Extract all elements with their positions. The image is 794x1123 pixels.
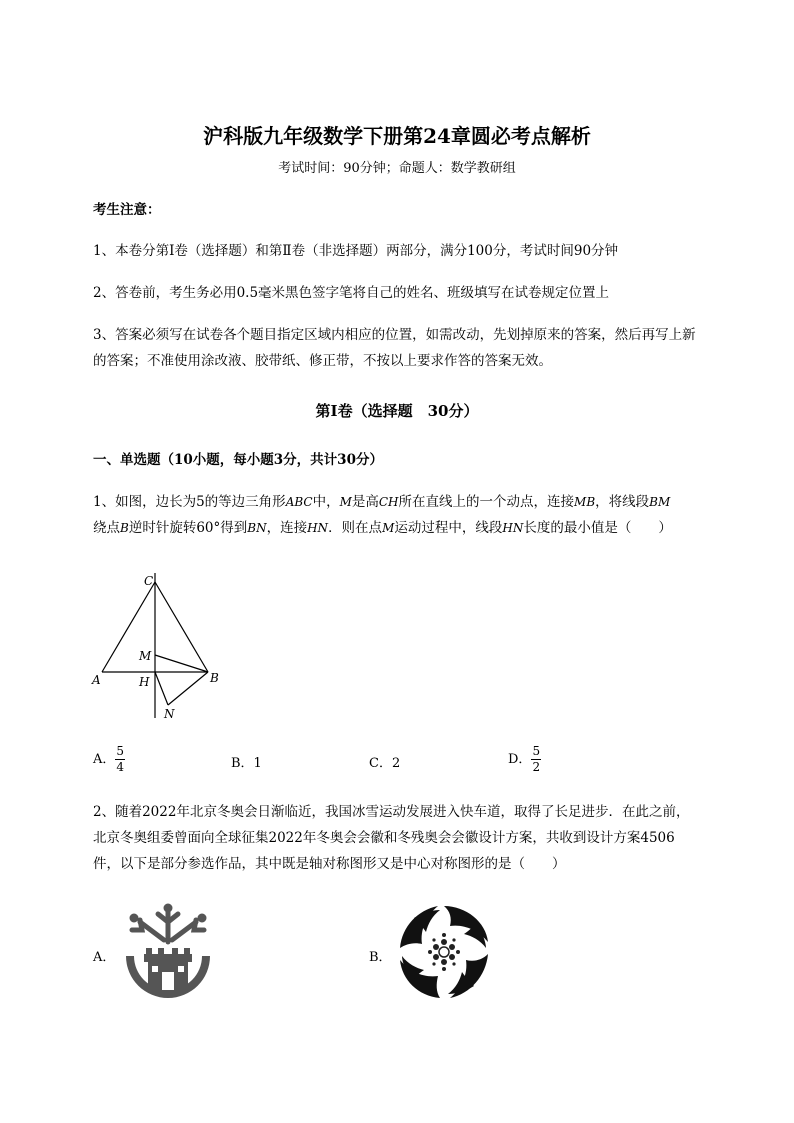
question-2-line-3: 件，以下是部分参选作品，其中既是轴对称图形又是中心对称图形的是（ ）: [93, 856, 566, 872]
q1-option-a[interactable]: A． $\frac{5}{4}$: [93, 744, 125, 774]
label-n: N: [164, 707, 175, 721]
q1-option-b[interactable]: B．1: [231, 756, 262, 771]
notice-item-1: 1、本卷分第Ⅰ卷（选择题）和第Ⅱ卷（非选择题）两部分，满分100分，考试时间90分钟: [93, 243, 619, 259]
notice-item-2: 2、答卷前，考生务必用0.5毫米黑色签字笔将自己的姓名、班级填写在试卷规定位置上: [93, 285, 610, 301]
triangle-figure: [88, 568, 228, 723]
page-title: 沪科版九年级数学下册第24章圆必考点解析: [203, 124, 591, 148]
question-1-line-1: 1、如图，边长为5的等边三角形ABC中，M是高CH所在直线上的一个动点，连接MB，将线段BM: [93, 494, 671, 510]
question-1-line-2: 绕点B逆时针旋转60°得到BN，连接HN．则在点M运动过程中，线段HN长度的最小值是（ ）: [93, 520, 672, 536]
notice-heading: 考生注意：: [93, 202, 161, 218]
section-title: 第Ⅰ卷（选择题 30分）: [315, 402, 479, 420]
snowflake-great-wall-emblem-icon: [118, 900, 218, 1002]
question-2-line-2: 北京冬奥组委曾面向全球征集2022年冬奥会会徽和冬残奥会会徽设计方案，共收到设计方案4506: [93, 830, 675, 846]
label-h: H: [139, 675, 150, 689]
q1-option-c[interactable]: C．2: [369, 756, 401, 771]
q2-option-a[interactable]: A．: [93, 950, 116, 965]
notice-item-3-cont: 的答案；不准使用涂改液、胶带纸、修正带，不按以上要求作答的答案无效。: [93, 353, 552, 369]
notice-item-3: 3、答案必须写在试卷各个题目指定区域内相应的位置，如需改动，先划掉原来的答案，然后再写上新: [93, 327, 696, 343]
part-heading: 一、单选题（10小题，每小题3分，共计30分）: [93, 452, 383, 468]
q1-option-d[interactable]: D． $\frac{5}{2}$: [508, 744, 541, 774]
question-2-line-1: 2、随着2022年北京冬奥会日渐临近，我国冰雪运动发展进入快车道，取得了长足进步．在此之前，: [93, 804, 690, 820]
flower-ring-emblem-icon: [394, 902, 494, 1002]
exam-info: 考试时间：90分钟；命题人：数学教研组: [278, 161, 516, 176]
label-c: C: [144, 574, 154, 588]
label-b: B: [210, 671, 219, 685]
label-m: M: [139, 649, 152, 663]
q2-option-b[interactable]: B．: [369, 950, 392, 965]
label-a: A: [92, 673, 101, 687]
